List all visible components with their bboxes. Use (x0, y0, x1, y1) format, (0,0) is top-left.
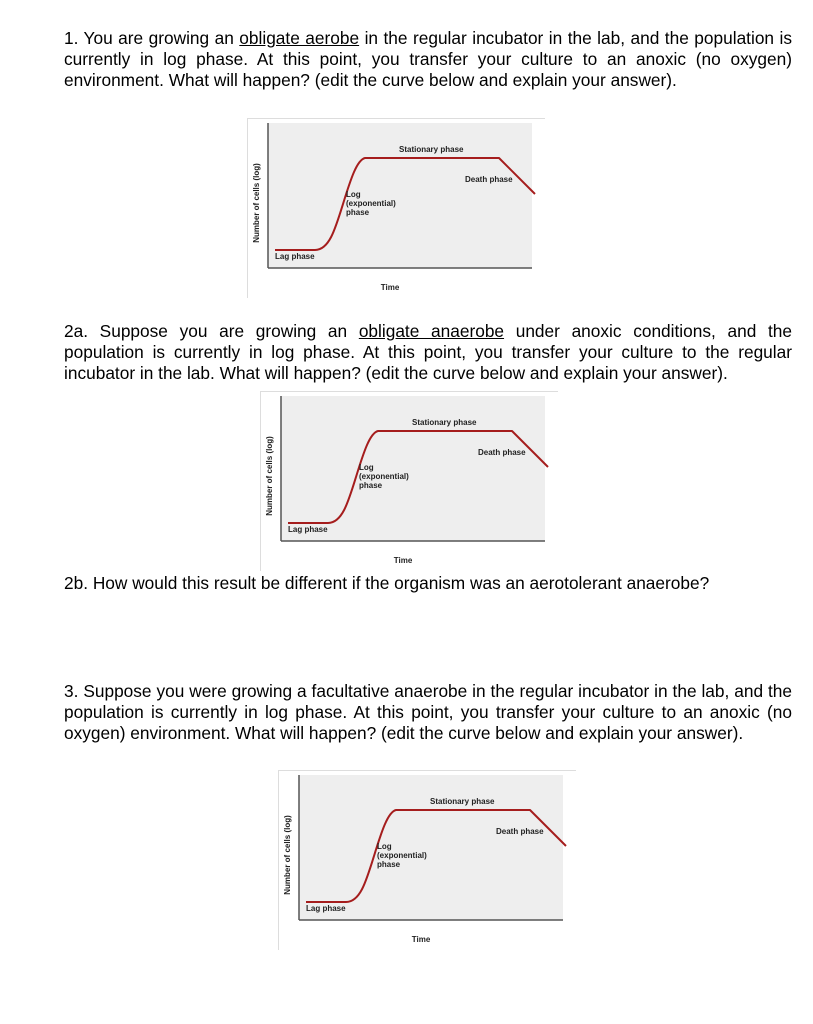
growth-curve-chart-2 (260, 391, 558, 571)
x-axis-label: Time (380, 283, 400, 292)
x-axis-label: Time (411, 935, 431, 944)
question-1-term: obligate aerobe (239, 28, 360, 48)
log-phase-label-line-3: phase (346, 208, 370, 217)
growth-curve-chart-1 (247, 118, 545, 298)
growth-curve-chart-3 (278, 770, 576, 950)
stationary-phase-label: Stationary phase (430, 797, 495, 806)
question-3: 3. Suppose you were growing a facultative anaerobe in the regular incubator in the lab, and the population is currently in log phase. At this point, you transfer your culture to an anoxic (no oxygen) environment. What will happen? (edit the curve below and explain your answer). (64, 681, 792, 743)
growth-curve-figure-1 (247, 118, 545, 298)
question-1-text-start: 1. You are growing an (64, 28, 240, 48)
lag-phase-label: Lag phase (275, 252, 315, 261)
question-2a-term: obligate anaerobe (358, 321, 505, 341)
death-phase-label: Death phase (478, 448, 526, 457)
y-axis-label: Number of cells (log) (283, 815, 292, 895)
y-axis-label: Number of cells (log) (265, 436, 274, 516)
stationary-phase-label: Stationary phase (412, 418, 477, 427)
log-phase-label-line-2: (exponential) (346, 199, 396, 208)
log-phase-label-line-1: Log (377, 842, 392, 851)
death-phase-label: Death phase (496, 827, 544, 836)
question-2b: 2b. How would this result be different if the organism was an aerotolerant anaerobe? (64, 573, 710, 593)
growth-curve-figure-3 (278, 770, 576, 950)
log-phase-label-line-3: phase (377, 860, 401, 869)
question-2a (64, 321, 792, 383)
log-phase-label-line-3: phase (359, 481, 383, 490)
question-2a-text-end: under anoxic conditions, and the population is currently in log phase. At this point, you transfer your culture to the regular incubator in the lab. What will happen? (edit the curve below and explain your answer). (64, 321, 792, 383)
question-1 (64, 28, 792, 90)
growth-curve-figure-2 (260, 391, 558, 571)
log-phase-label-line-1: Log (346, 190, 361, 199)
log-phase-label-line-2: (exponential) (377, 851, 427, 860)
log-phase-label-line-1: Log (359, 463, 374, 472)
log-phase-label-line-2: (exponential) (359, 472, 409, 481)
death-phase-label: Death phase (465, 175, 513, 184)
question-2a-text-start: 2a. Suppose you are growing an (64, 321, 359, 341)
x-axis-label: Time (393, 556, 413, 565)
stationary-phase-label: Stationary phase (399, 145, 464, 154)
question-1-text-end: in the regular incubator in the lab, and the population is currently in log phase. At this point, you transfer your culture to an anoxic (no oxygen) environment. What will happen? (edit the curve below and explain your answer). (64, 28, 792, 90)
lag-phase-label: Lag phase (306, 904, 346, 913)
y-axis-label: Number of cells (log) (252, 163, 261, 243)
lag-phase-label: Lag phase (288, 525, 328, 534)
